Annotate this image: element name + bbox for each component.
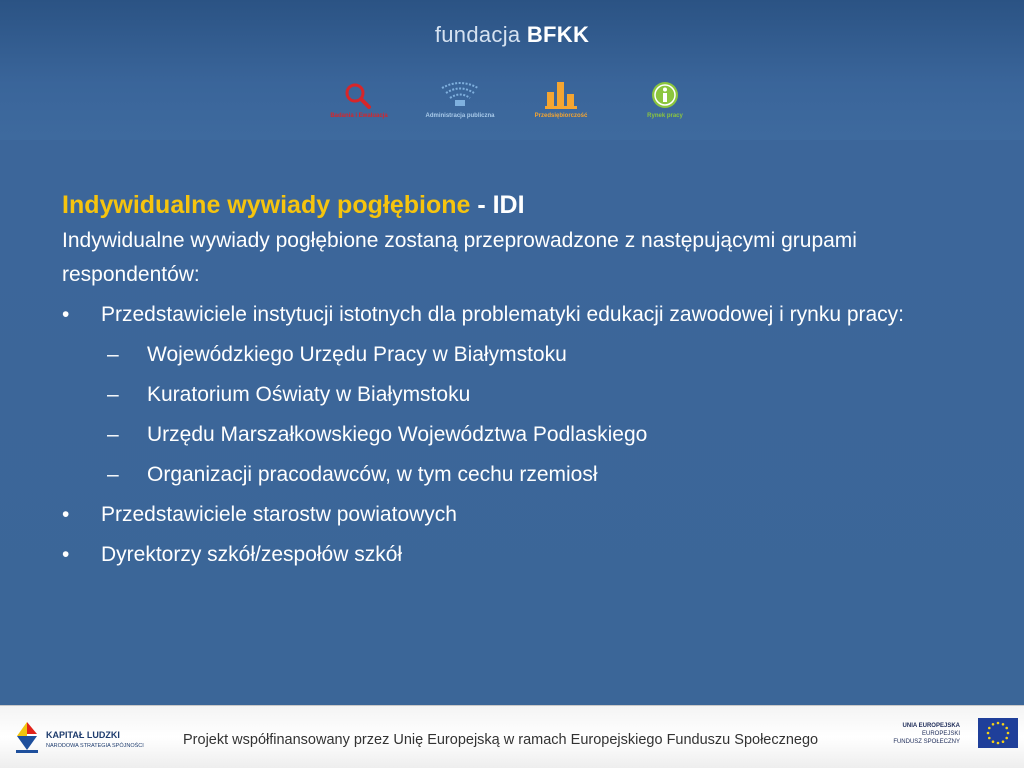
nav-label: Administracja publiczna: [425, 113, 495, 119]
list-item-text: Dyrektorzy szkół/zespołów szkół: [101, 543, 403, 566]
nav-item-badania[interactable]: [314, 80, 404, 120]
slide-title: [62, 186, 962, 224]
cofinancing-notice: Projekt współfinansowany przez Unię Europejską w ramach Europejskiego Funduszu Społecznego: [183, 732, 819, 748]
sub-item-text: Urzędu Marszałkowskiego Województwa Podlaskiego: [147, 423, 648, 446]
dash-icon: –: [107, 383, 119, 406]
sub-list-item: [107, 378, 962, 412]
eu-logo: [880, 718, 1020, 762]
list-item: [62, 498, 962, 532]
intro-text: Indywidualne wywiady pogłębione zostaną przeprowadzone z następującymi grupami respondentów:: [62, 229, 857, 286]
eu-line-2: EUROPEJSKI: [921, 731, 960, 737]
slide-content: [62, 186, 962, 578]
sub-list-item: [107, 418, 962, 452]
sub-item-text: Kuratorium Oświaty w Białymstoku: [147, 383, 471, 406]
eu-flag-icon: [978, 718, 1018, 748]
nav-label: Przedsiębiorczość: [534, 113, 588, 119]
dash-icon: –: [107, 423, 119, 446]
magnifier-icon: [341, 80, 377, 110]
nav-item-przedsiebiorczosc[interactable]: [516, 80, 606, 120]
eu-line-1: UNIA EUROPEJSKA: [902, 723, 960, 729]
category-icons: [0, 80, 1024, 140]
bullet-icon: •: [62, 503, 70, 526]
list-item: [62, 538, 962, 572]
brand-logo: [0, 22, 1024, 48]
list-item: [62, 298, 962, 492]
title-main: Indywidualne wywiady pogłębione: [62, 191, 471, 219]
parliament-icon: [438, 80, 482, 110]
title-acronym: IDI: [492, 191, 525, 219]
list-item-text: Przedstawiciele starostw powiatowych: [101, 503, 457, 526]
bar-chart-icon: [543, 80, 579, 110]
sub-list: [107, 338, 962, 492]
bullet-icon: •: [62, 543, 70, 566]
nav-item-rynek-pracy[interactable]: [620, 80, 710, 120]
footer: [0, 705, 1024, 768]
dash-icon: –: [107, 463, 119, 486]
info-icon: [649, 80, 681, 110]
list-item-text: Przedstawiciele instytucji istotnych dla problematyki edukacji zawodowej i rynku pracy:: [101, 303, 905, 326]
sub-list-item: [107, 338, 962, 372]
eu-line-3: FUNDUSZ SPOŁECZNY: [893, 739, 960, 745]
nav-label: Badania i Ewaluacja: [330, 113, 388, 119]
eu-label: [880, 722, 960, 746]
sub-item-text: Wojewódzkiego Urzędu Pracy w Białymstoku: [147, 343, 567, 366]
dash-icon: –: [107, 343, 119, 366]
kapital-ludzki-icon: [12, 720, 42, 754]
sub-list-item: [107, 458, 962, 492]
kapital-ludzki-title: KAPITAŁ LUDZKI: [46, 730, 120, 740]
brand-bold: BFKK: [526, 22, 590, 47]
sub-item-text: Organizacji pracodawców, w tym cechu rzemiosł: [147, 463, 598, 486]
kapital-ludzki-subtitle: NARODOWA STRATEGIA SPÓJNOŚCI: [46, 743, 144, 749]
brand-light: fundacja: [434, 22, 521, 47]
bullet-list: [62, 298, 962, 572]
nav-label: Rynek pracy: [647, 113, 683, 119]
title-separator: -: [470, 191, 493, 219]
header: [0, 0, 1024, 140]
bullet-icon: •: [62, 303, 70, 326]
nav-item-administracja[interactable]: [415, 80, 505, 120]
